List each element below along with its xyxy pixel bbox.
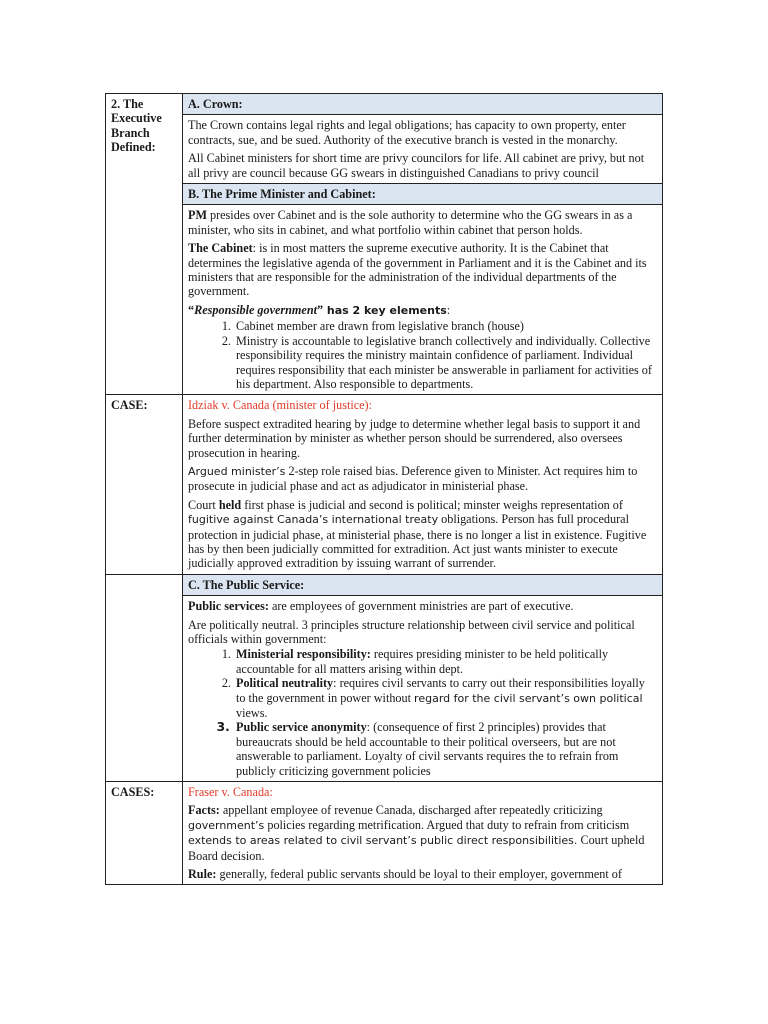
public-services-term: Public services: <box>188 599 269 614</box>
principle-term: Political neutrality <box>236 676 334 691</box>
pm-body <box>183 205 663 395</box>
case-idziak-paragraph-2 <box>188 464 657 494</box>
quote-close: ” <box>317 302 324 317</box>
case-idziak-body <box>183 395 663 574</box>
treaty-text: fugitive against Canada’s international treaty <box>188 513 439 527</box>
principle-sans-text: regard for the civil servant’s own political <box>414 691 643 705</box>
quote-open: “ <box>188 302 195 317</box>
facts-sans-2: extends to areas related to civil servant’s public direct responsibilities. <box>188 834 578 848</box>
key-elements-text: has 2 key elements <box>323 303 447 317</box>
obligations-text: obligations. Person has full procedural protection in judicial phase, at ministerial phase, there is no longer a list in existence. Fugitive has by then been judicially committed for extradition. Act just wants minister to execute judicially approved extradition by issuing warrant of surrender. <box>188 512 647 571</box>
crown-paragraph-1: The Crown contains legal rights and legal obligations; has capacity to own property, enter contracts, sue, and be sued. Authority of the executive branch is vested in the monarchy. <box>188 118 626 147</box>
case-fraser-body <box>183 782 663 885</box>
responsible-government-paragraph <box>188 303 657 318</box>
notes-table <box>105 93 663 885</box>
facts-text-2: policies regarding metrification. Argued that duty to refrain from criticism <box>264 817 630 832</box>
responsible-government-term: Responsible government <box>194 302 317 317</box>
empty-label-cell <box>106 574 183 781</box>
list-item: 1. Cabinet member are drawn from legislative branch (house) <box>234 319 657 333</box>
cabinet-text: : is in most matters the supreme executive authority. It is the Cabinet that determines the legislative agenda of the government in Parliament and it is the Cabinet and its ministers that are responsible for the administration of the individual departments of the government. <box>188 241 647 299</box>
facts-text-3: Court upheld Board decision. <box>188 833 645 863</box>
crown-body <box>183 115 663 184</box>
list-item <box>234 720 657 778</box>
cases-label: CASES: <box>106 782 183 885</box>
case-fraser-facts <box>188 803 657 863</box>
principle-text: requires presiding minister to be held politically accountable for all matters arising within dept. <box>236 647 609 676</box>
case-idziak-paragraph-1: Before suspect extradited hearing by judge to determine whether legal basis to support it and further determination by minister as whether person should be surrendered, also oversees prosecution in hearing. <box>188 416 641 460</box>
table-row <box>106 596 663 782</box>
principle-tail-text: views. <box>236 706 268 721</box>
table-row <box>106 205 663 395</box>
table-row <box>106 574 663 595</box>
principle-text: : (consequence of first 2 principles) provides that bureaucrats should be held accountable to their political overseers, but are not answerable to parliament. Loyalty of civil servants requires the to refrain from publicly criticizing government policies <box>236 720 619 778</box>
public-services-text: are employees of government ministries are part of executive. <box>268 599 574 614</box>
table-row <box>106 94 663 115</box>
pm-text: presides over Cabinet and is the sole authority to determine who the GG swears in as a minister, who sits in cabinet, and what portfolio within cabinet that person holds. <box>188 208 633 237</box>
list-item: 2. Ministry is accountable to legislative branch collectively and individually. Collective responsibility requires the ministry maintain confidence of parliament. Individual requires responsibility that each minister be answerable in parliament for activities of his department. Also responsible to departments. <box>234 334 657 392</box>
facts-sans-1: government’s <box>188 818 265 832</box>
table-row <box>106 395 663 574</box>
pm-heading: B. The Prime Minister and Cabinet: <box>183 184 663 205</box>
rule-text: generally, federal public servants should be loyal to their employer, government of <box>216 867 622 882</box>
held-term: held <box>218 497 242 512</box>
principle-term: Public service anonymity <box>236 720 367 735</box>
cabinet-term: The Cabinet <box>188 241 253 256</box>
public-service-paragraph-2: Are politically neutral. 3 principles structure relationship between civil service and political officials within government: <box>188 617 635 646</box>
facts-term: Facts: <box>188 803 220 818</box>
table-row <box>106 184 663 205</box>
cabinet-paragraph <box>188 241 657 299</box>
court-text: Court <box>188 497 219 512</box>
list-item <box>234 647 657 676</box>
argued-minister-text: Argued minister’s <box>188 464 286 478</box>
argued-rest-text: 2-step role raised bias. Deference given to Minister. Act requires him to prosecute in judicial phase and act as adjudicator in ministerial phase. <box>188 463 638 494</box>
principle-text: : requires civil servants to carry out their responsibilities loyally to the government in power without <box>236 676 645 705</box>
crown-heading: A. Crown: <box>183 94 663 115</box>
table-row <box>106 782 663 885</box>
case-idziak-paragraph-3 <box>188 498 657 571</box>
pm-paragraph <box>188 208 657 237</box>
public-service-heading: C. The Public Service: <box>183 574 663 595</box>
case-idziak-title: Idziak v. Canada (minister of justice): <box>188 398 372 413</box>
case-fraser-title: Fraser v. Canada: <box>188 785 273 800</box>
section-label: 2. The Executive Branch Defined: <box>106 94 183 395</box>
key-elements-list <box>188 319 657 391</box>
rule-term: Rule: <box>188 867 217 882</box>
case-label: CASE: <box>106 395 183 574</box>
pm-term: PM <box>188 208 207 223</box>
facts-text-1: appellant employee of revenue Canada, discharged after repeatedly criticizing <box>219 803 603 818</box>
held-text: first phase is judicial and second is political; minster weighs representation of <box>241 497 623 512</box>
public-service-paragraph-1 <box>188 599 657 613</box>
list-item <box>234 676 657 720</box>
principle-term: Ministerial responsibility: <box>236 647 371 662</box>
public-service-body <box>183 596 663 782</box>
principles-list <box>188 647 657 778</box>
table-row <box>106 115 663 184</box>
case-fraser-rule <box>188 867 657 881</box>
crown-paragraph-2: All Cabinet ministers for short time are privy councilors for life. All cabinet are privy, but not all privy are council because GG swears in distinguished Canadians to privy council <box>188 151 645 180</box>
colon: : <box>446 302 451 317</box>
